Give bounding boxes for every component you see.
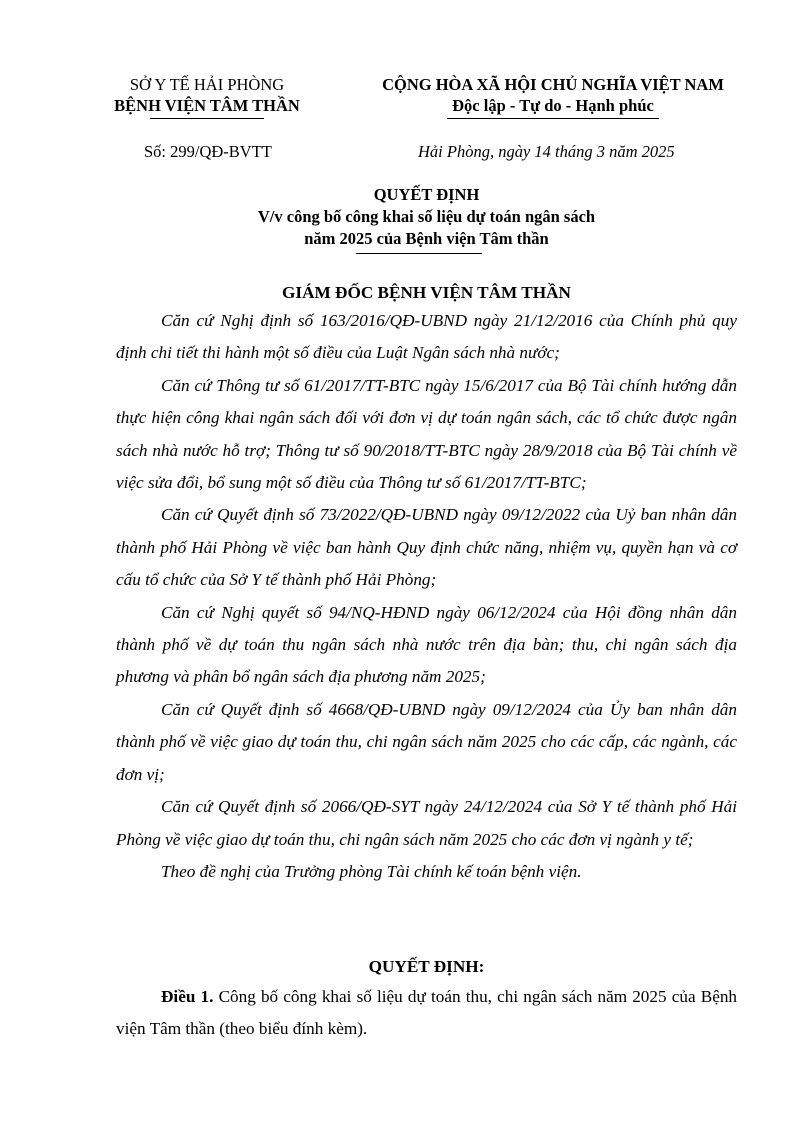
title-subject-line2: năm 2025 của Bệnh viện Tâm thần xyxy=(304,229,549,248)
national-motto: Độc lập - Tự do - Hạnh phúc xyxy=(452,96,654,115)
legal-basis-item: Căn cứ Quyết định số 2066/QĐ-SYT ngày 24/12/2024 của Sở Y tế thành phố Hải Phòng về việc giao dự toán thu, chi ngân sách năm 2025 cho các đơn vị ngành y tế; xyxy=(116,797,737,849)
national-motto-block xyxy=(370,74,736,116)
issuer-underline xyxy=(150,118,264,119)
issuer-name: BỆNH VIỆN TÂM THẦN xyxy=(114,96,300,115)
legal-basis-item: Căn cứ Quyết định số 4668/QĐ-UBND ngày 09/12/2024 của Ủy ban nhân dân thành phố về việc giao dự toán thu, chi ngân sách năm 2025 cho các cấp, các ngành, các đơn vị; xyxy=(116,699,737,784)
issuer-block xyxy=(96,74,318,116)
article-1-text: Công bố công khai số liệu dự toán thu, chi ngân sách năm 2025 của Bệnh viện Tâm thần (theo biểu đính kèm). xyxy=(116,987,738,1039)
place-and-date: Hải Phòng, ngày 14 tháng 3 năm 2025 xyxy=(418,142,675,161)
legal-basis-item: Căn cứ Thông tư số 61/2017/TT-BTC ngày 15/6/2017 của Bộ Tài chính hướng dẫn thực hiện công khai ngân sách đối với đơn vị dự toán ngân sách, các tổ chức được ngân sách nhà nước hỗ trợ; Thông tư số 90/2018/TT-BTC ngày 28/9/2018 của Bộ Tài chính về việc sửa đổi, bổ sung một số điều của Thông tư số 61/2017/TT-BTC; xyxy=(116,375,737,493)
legal-basis-item: Căn cứ Nghị định số 163/2016/QĐ-UBND ngày 21/12/2016 của Chính phủ quy định chi tiết thi hành một số điều của Luật Ngân sách nhà nước; xyxy=(116,311,737,363)
authority-heading: GIÁM ĐỐC BỆNH VIỆN TÂM THẦN xyxy=(282,283,571,302)
country-name: CỘNG HÒA XÃ HỘI CHỦ NGHĨA VIỆT NAM xyxy=(382,75,724,94)
preamble xyxy=(116,305,737,888)
document-title xyxy=(116,184,737,250)
article-1-label: Điều 1. xyxy=(161,987,214,1006)
document-number: Số: 299/QĐ-BVTT xyxy=(144,142,272,161)
title-underline xyxy=(356,253,482,254)
issuer-parent-agency: SỞ Y TẾ HẢI PHÒNG xyxy=(129,75,285,94)
article-1 xyxy=(116,981,737,1046)
proposal-basis: Theo đề nghị của Trưởng phòng Tài chính kế toán bệnh viện. xyxy=(161,861,582,881)
legal-basis-item: Căn cứ Nghị quyết số 94/NQ-HĐND ngày 06/12/2024 của Hội đồng nhân dân thành phố về dự toán thu ngân sách nhà nước trên địa bàn; thu, chi ngân sách địa phương và phân bổ ngân sách địa phương năm 2025; xyxy=(116,602,737,687)
title-main: QUYẾT ĐỊNH xyxy=(373,185,480,204)
decision-heading: QUYẾT ĐỊNH: xyxy=(368,957,485,976)
legal-basis-item: Căn cứ Quyết định số 73/2022/QĐ-UBND ngày 09/12/2022 của Uỷ ban nhân dân thành phố Hải Phòng về việc ban hành Quy định chức năng, nhiệm vụ, quyền hạn và cơ cấu tổ chức của Sở Y tế thành phố Hải Phòng; xyxy=(116,505,737,590)
title-subject-line1: V/v công bố công khai số liệu dự toán ngân sách xyxy=(257,207,596,226)
motto-underline xyxy=(447,118,659,119)
